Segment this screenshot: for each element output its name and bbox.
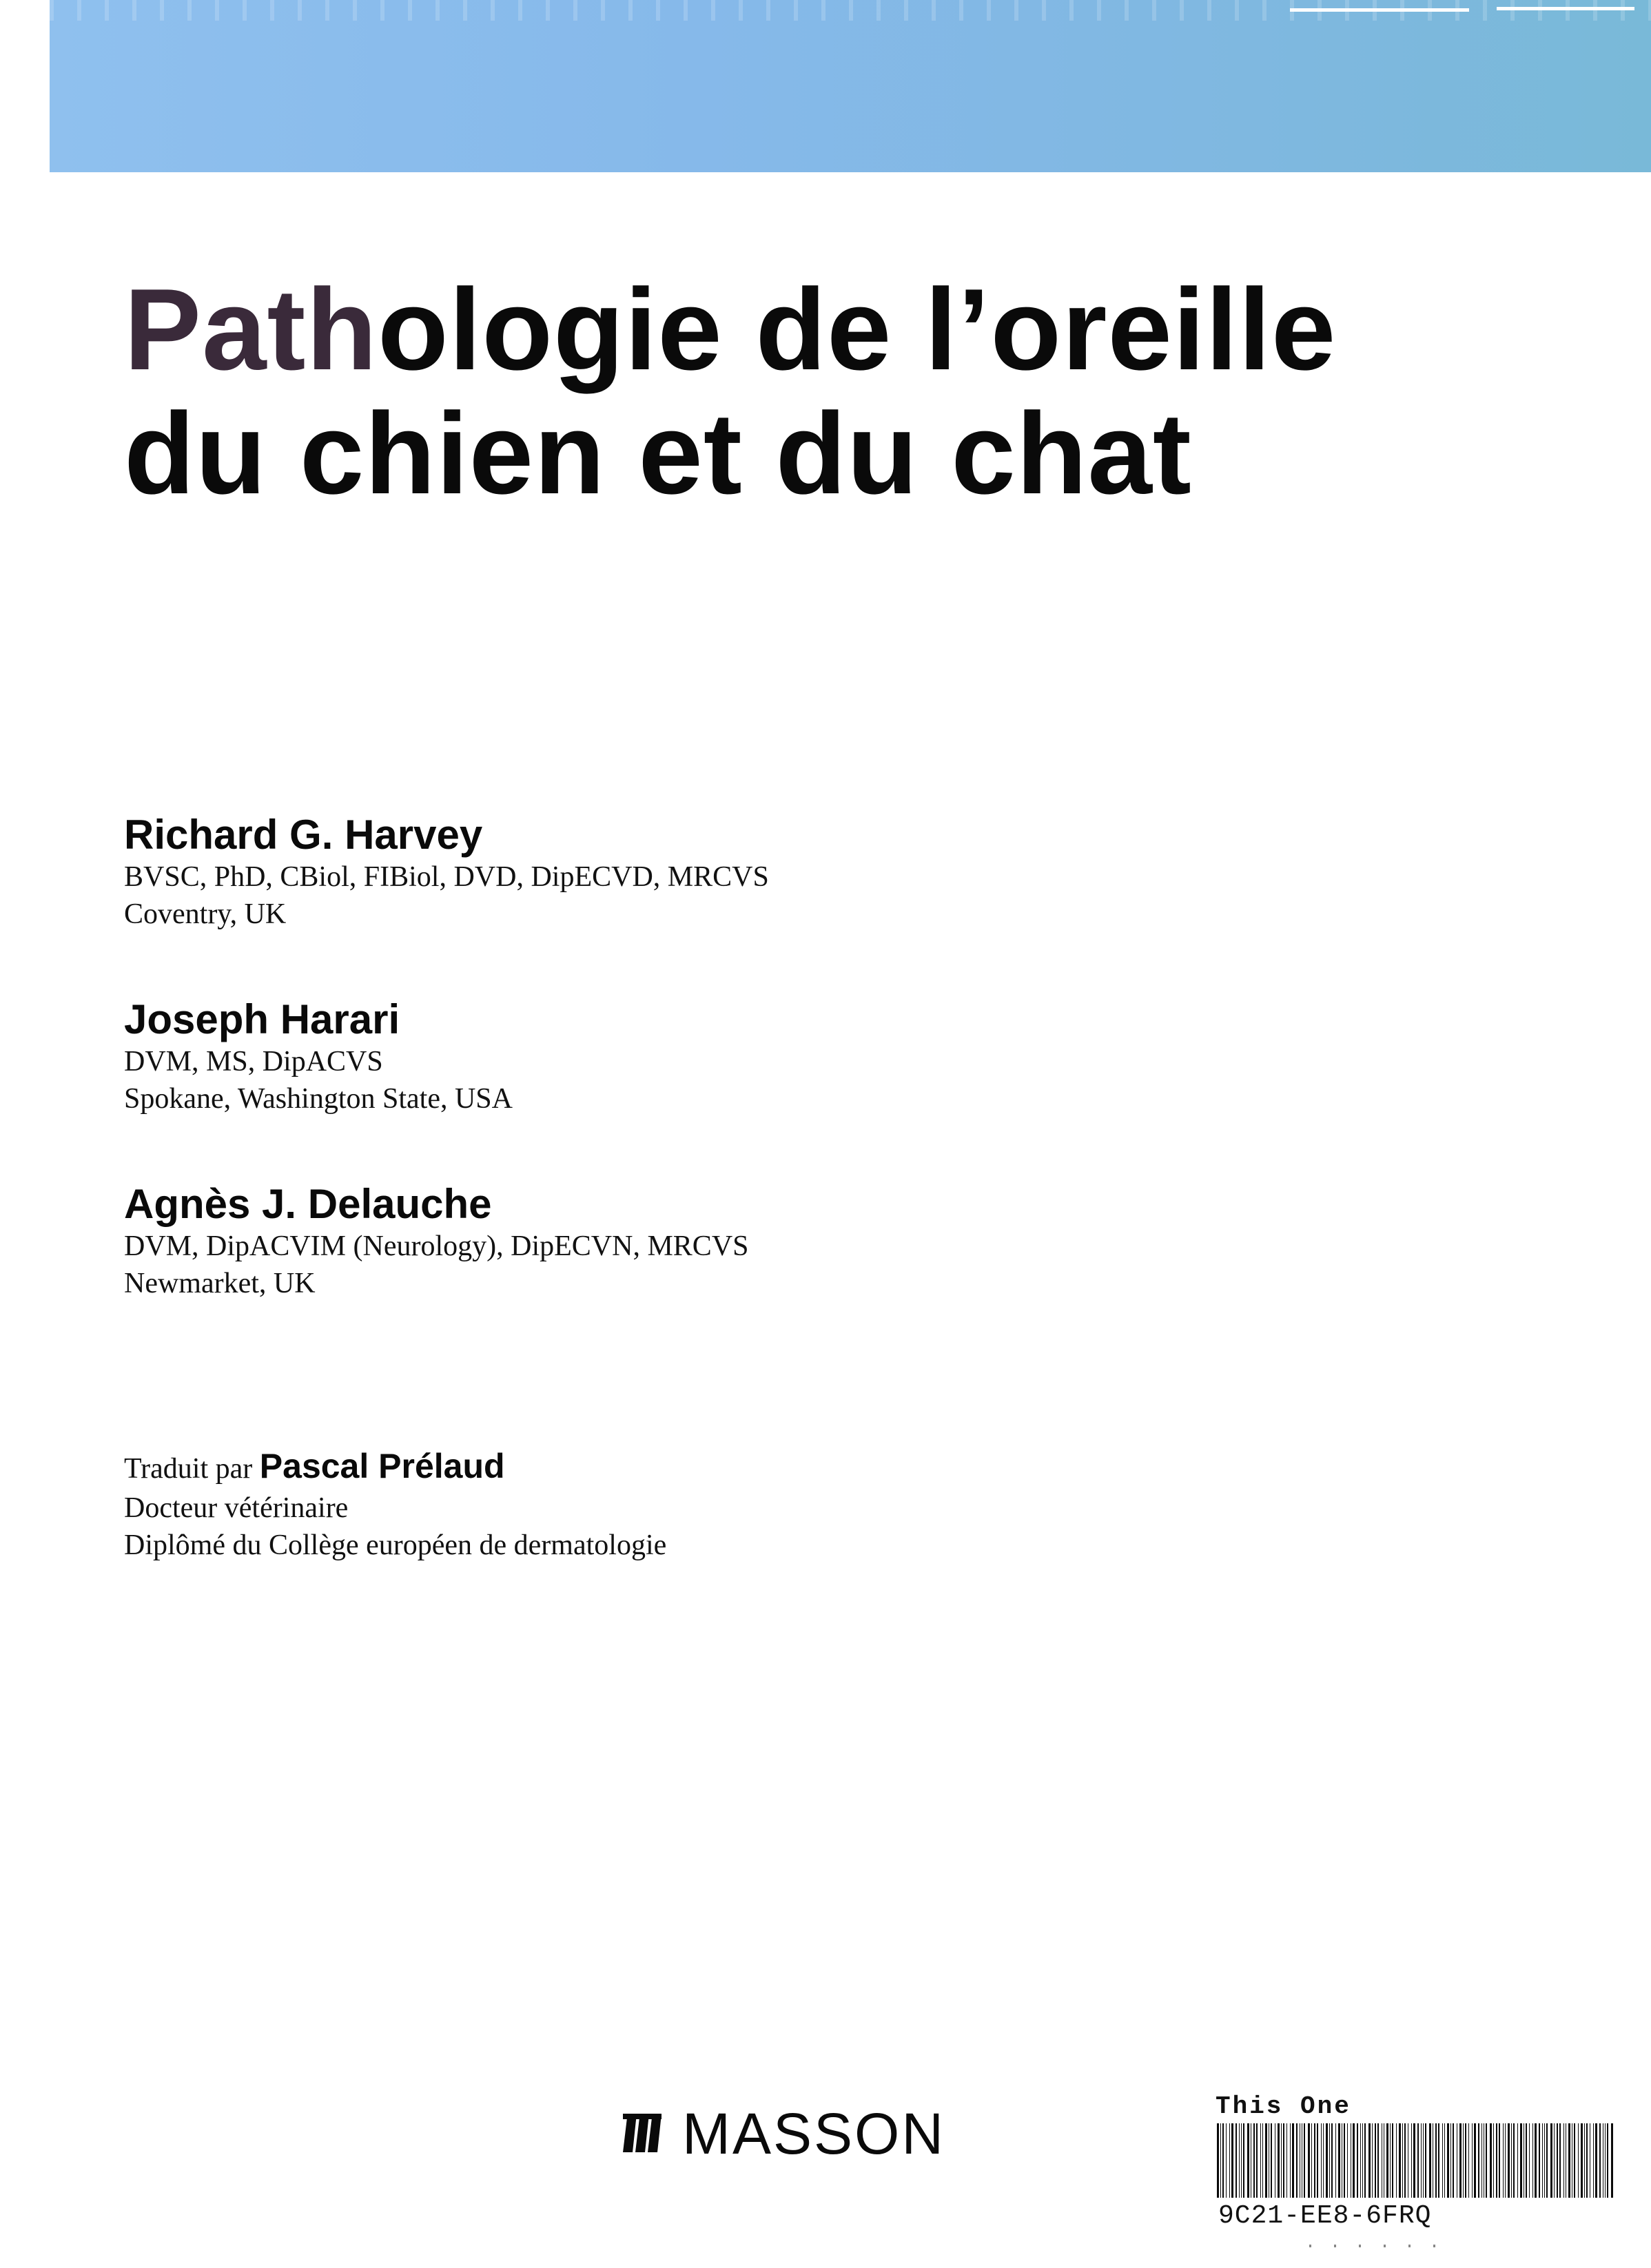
cover-color-band [50, 0, 1651, 172]
author-name: Richard G. Harvey [124, 812, 483, 858]
author-credentials: DVM, MS, DipACVS [124, 1046, 383, 1078]
translator-credit [124, 1445, 666, 1489]
title-accent: Path [124, 265, 378, 394]
barcode-image [1216, 2123, 1615, 2198]
translator-block [124, 1445, 666, 1564]
publisher-name: MASSON [682, 2101, 946, 2166]
barcode-label: This One [1216, 2092, 1351, 2121]
author-block [124, 1181, 749, 1302]
author-location: Coventry, UK [124, 898, 287, 930]
author-credentials: DVM, DipACVIM (Neurology), DipECVN, MRCVS [124, 1230, 749, 1262]
translator-diploma: Diplômé du Collège européen de dermatologie [124, 1529, 667, 1561]
publisher-imprint [620, 2103, 945, 2165]
title-line1-rest: ologie de l’oreille [378, 265, 1337, 394]
author-credentials: BVSC, PhD, CBiol, FIBiol, DVD, DipECVD, MRCVS [124, 861, 769, 893]
author-block [124, 996, 513, 1117]
title-line2: du chien et du chat [124, 389, 1192, 518]
barcode-number: 9C21-EE8-6FRQ [1218, 2201, 1432, 2231]
band-highlight-line [1290, 8, 1469, 12]
translator-name: Pascal Prélaud [259, 1447, 505, 1485]
author-block [124, 812, 769, 933]
band-highlight-line [1497, 7, 1634, 10]
author-name: Joseph Harari [124, 996, 400, 1042]
barcode-dots [1309, 2245, 1447, 2247]
author-location: Newmarket, UK [124, 1268, 316, 1299]
author-name: Agnès J. Delauche [124, 1181, 492, 1227]
masson-logo-icon [620, 2112, 663, 2155]
translator-title: Docteur vétérinaire [124, 1492, 349, 1524]
translator-prefix: Traduit par [124, 1453, 253, 1485]
author-location: Spokane, Washington State, USA [124, 1083, 513, 1115]
book-title [124, 265, 1337, 518]
